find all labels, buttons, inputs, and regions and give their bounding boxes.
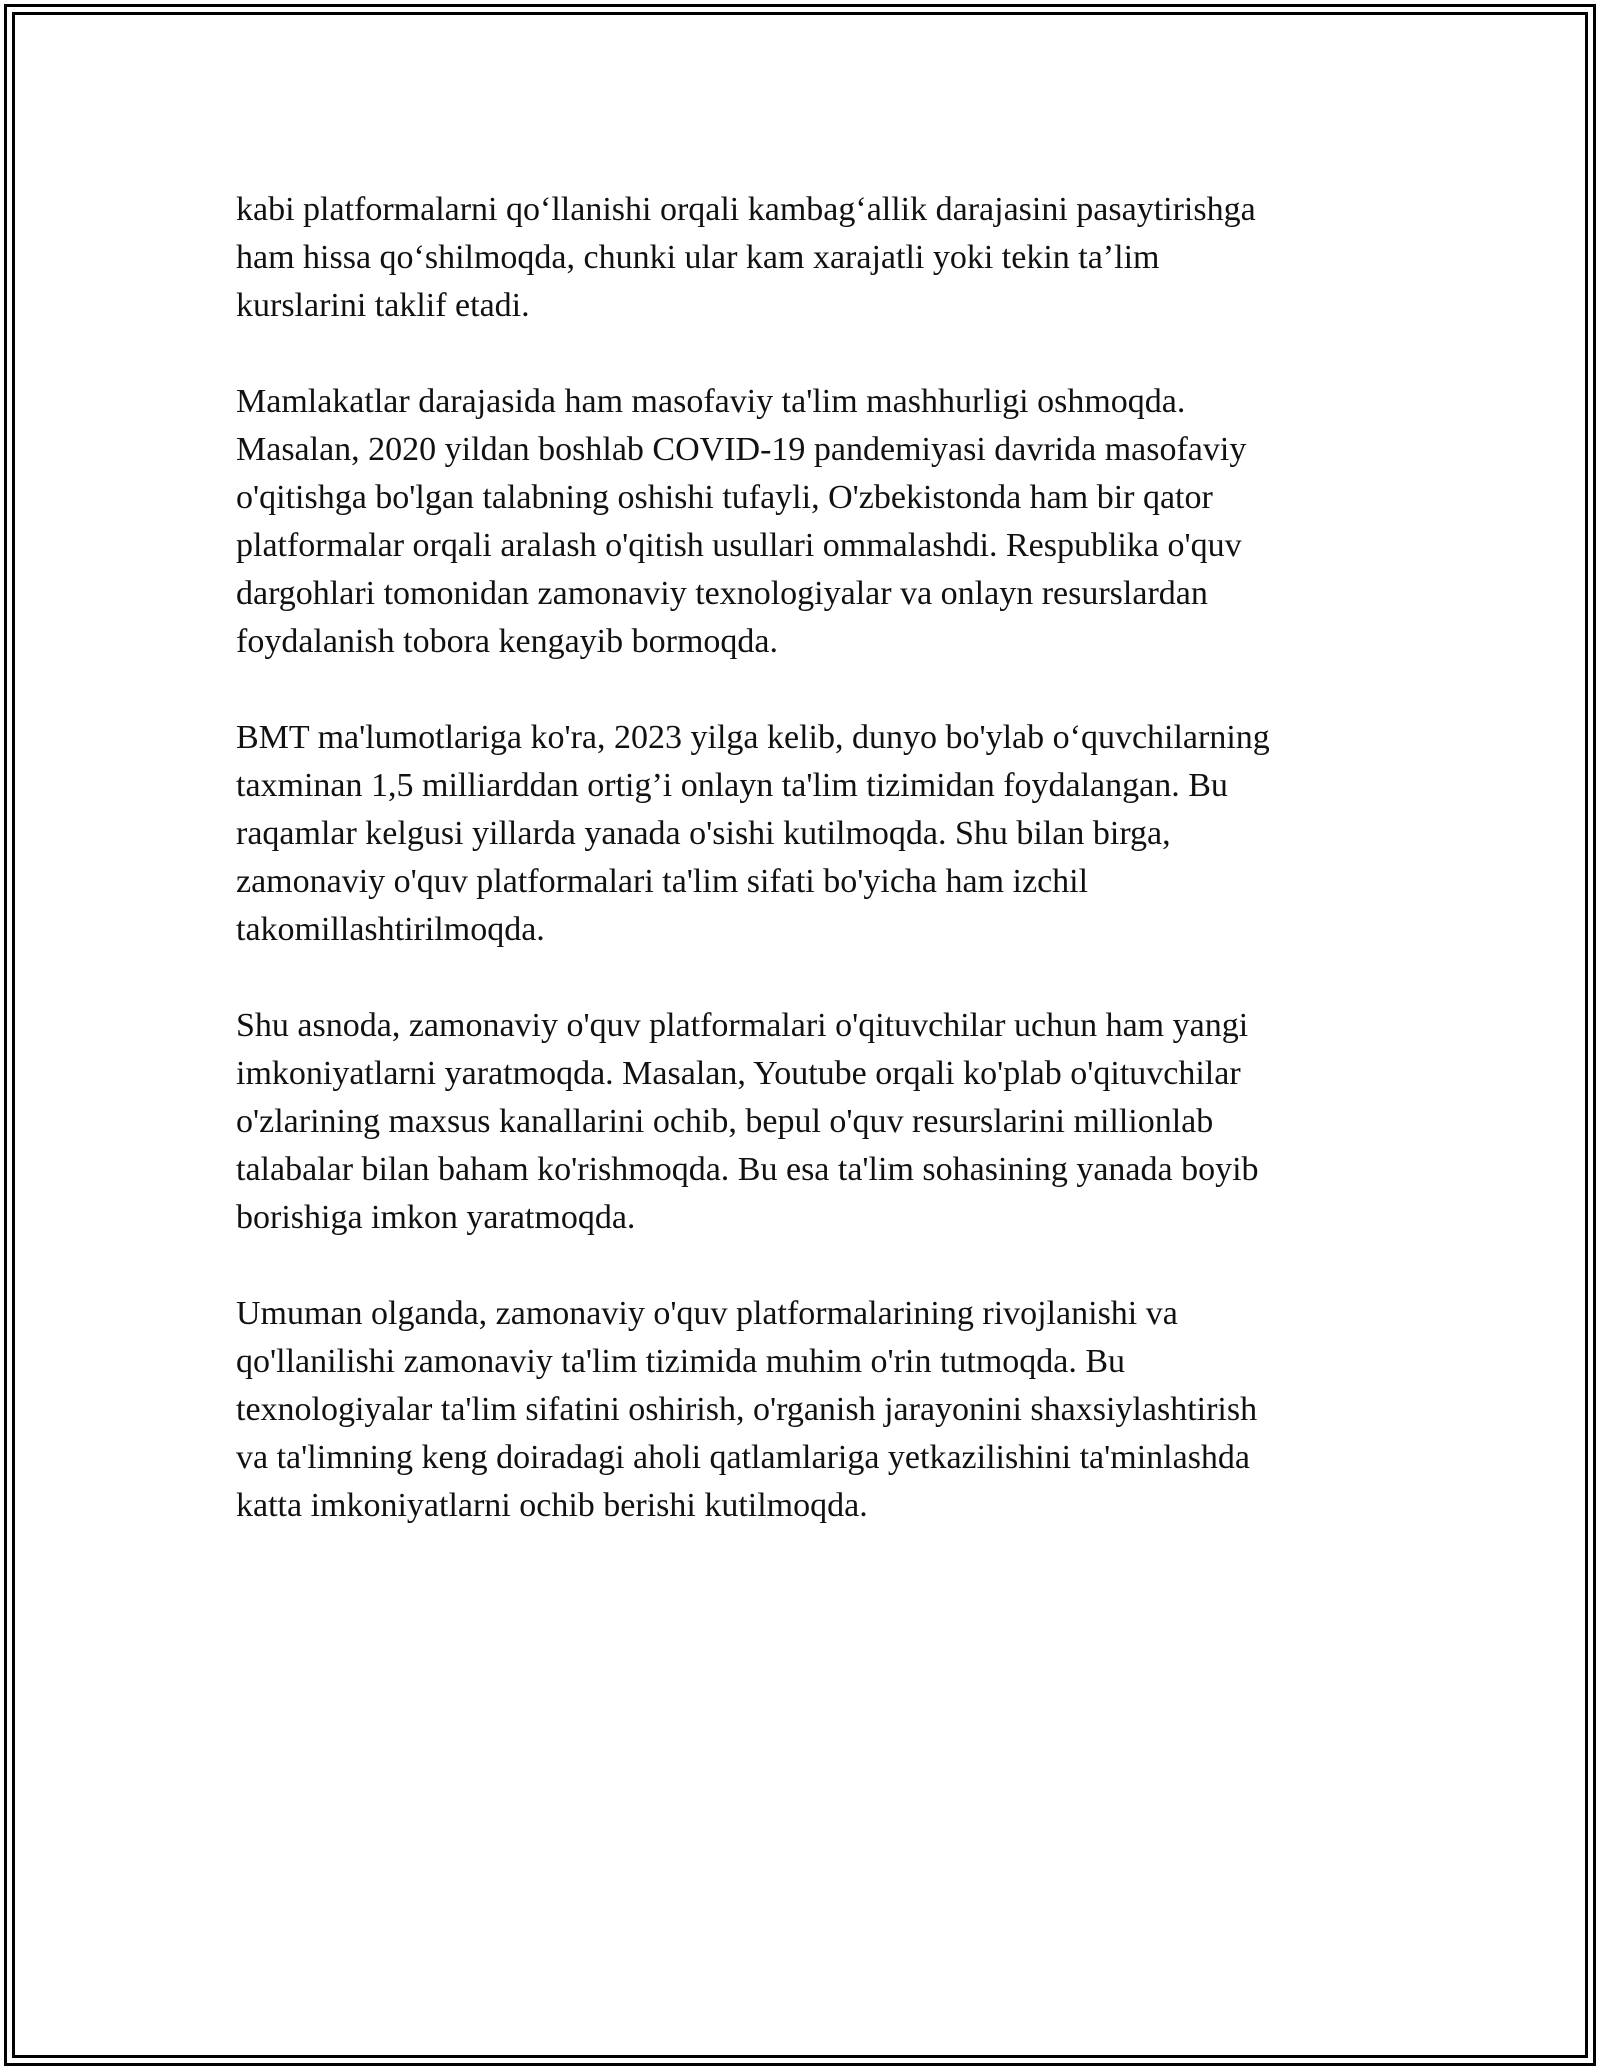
text-line: kabi platformalarni qo‘llanishi orqali kambag‘allik darajasini pasaytirishga bbox=[236, 191, 1256, 228]
paragraph-4 bbox=[236, 1002, 1366, 1242]
text-line: qo'llanilishi zamonaviy ta'lim tizimida muhim o'rin tutmoqda. Bu bbox=[236, 1343, 1126, 1380]
text-line: va ta'limning keng doiradagi aholi qatlamlariga yetkazilishini ta'minlashda bbox=[236, 1439, 1251, 1476]
text-line: Umuman olganda, zamonaviy o'quv platformalarining rivojlanishi va bbox=[236, 1295, 1178, 1332]
text-line: zamonaviy o'quv platformalari ta'lim sifati bo'yicha ham izchil bbox=[236, 863, 1089, 900]
text-line: imkoniyatlarni yaratmoqda. Masalan, Youtube orqali ko'plab o'qituvchilar bbox=[236, 1055, 1241, 1092]
paragraph-3 bbox=[236, 714, 1366, 954]
text-line: borishiga imkon yaratmoqda. bbox=[236, 1199, 636, 1236]
text-line: katta imkoniyatlarni ochib berishi kutilmoqda. bbox=[236, 1487, 868, 1524]
paragraph-2 bbox=[236, 378, 1366, 666]
text-line: takomillashtirilmoqda. bbox=[236, 911, 545, 948]
text-line: kurslarini taklif etadi. bbox=[236, 287, 530, 324]
text-line: o'zlarining maxsus kanallarini ochib, bepul o'quv resurslarini millionlab bbox=[236, 1103, 1214, 1140]
text-line: talabalar bilan baham ko'rishmoqda. Bu esa ta'lim sohasining yanada boyib bbox=[236, 1151, 1259, 1188]
text-line: texnologiyalar ta'lim sifatini oshirish, o'rganish jarayonini shaxsiylashtirish bbox=[236, 1391, 1258, 1428]
text-line: Shu asnoda, zamonaviy o'quv platformalari o'qituvchilar uchun ham yangi bbox=[236, 1007, 1249, 1044]
text-line: Mamlakatlar darajasida ham masofaviy ta'lim mashhurligi oshmoqda. bbox=[236, 383, 1186, 420]
text-line: BMT ma'lumotlariga ko'ra, 2023 yilga kelib, dunyo bo'ylab o‘quvchilarning bbox=[236, 719, 1270, 756]
paragraph-1 bbox=[236, 186, 1366, 330]
paragraph-5 bbox=[236, 1290, 1366, 1530]
document-body bbox=[236, 186, 1366, 1578]
text-line: Masalan, 2020 yildan boshlab COVID-19 pandemiyasi davrida masofaviy bbox=[236, 431, 1247, 468]
text-line: raqamlar kelgusi yillarda yanada o'sishi kutilmoqda. Shu bilan birga, bbox=[236, 815, 1171, 852]
text-line: o'qitishga bo'lgan talabning oshishi tufayli, O'zbekistonda ham bir qator bbox=[236, 479, 1213, 516]
text-line: foydalanish tobora kengayib bormoqda. bbox=[236, 623, 778, 660]
text-line: ham hissa qo‘shilmoqda, chunki ular kam xarajatli yoki tekin ta’lim bbox=[236, 239, 1160, 276]
text-line: taxminan 1,5 milliarddan ortig’i onlayn ta'lim tizimidan foydalangan. Bu bbox=[236, 767, 1228, 804]
text-line: dargohlari tomonidan zamonaviy texnologiyalar va onlayn resurslardan bbox=[236, 575, 1208, 612]
text-line: platformalar orqali aralash o'qitish usullari ommalashdi. Respublika o'quv bbox=[236, 527, 1242, 564]
